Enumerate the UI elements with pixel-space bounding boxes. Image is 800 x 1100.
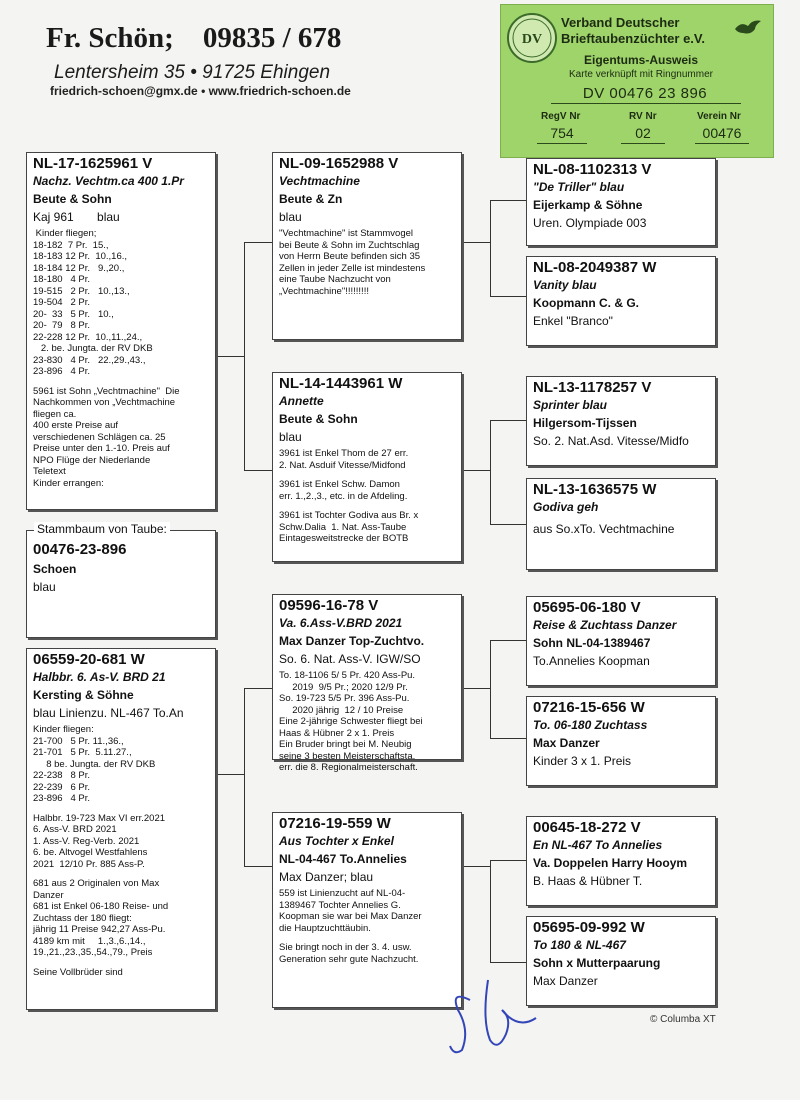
- card-label-regv: RegV Nr: [541, 111, 581, 122]
- card-value-rv: 02: [621, 125, 665, 144]
- ggp-info: B. Haas & Hübner T.: [533, 874, 643, 888]
- dam-box[interactable]: [26, 648, 216, 1010]
- sire-notes: Kinder fliegen; 18-182 7 Pr. 15., 18-183 12 Pr. 10.,16., 18-184 12 Pr. 9.,20., 18-180 4 Pr. 19-515 2 Pr. 10.,13., 19-504 2 Pr. 20- 33 5 Pr. 10., 20- 79 8 Pr. 22-228 12 Pr. 10.,11.,24., 2. be. Jungta. der RV DKB 23-830 4 Pr. 22.,29.,43., 23-896 4 Pr.: [33, 228, 153, 377]
- connector: [490, 524, 526, 525]
- gp-ss-ring: NL-09-1652988 V: [279, 155, 399, 172]
- card-ring-number: DV 00476 23 896: [582, 85, 708, 102]
- connector: [490, 640, 491, 738]
- gp-dd-notes-2: Sie bringt noch in der 3. 4. usw. Generation sehr gute Nachzucht.: [279, 942, 419, 965]
- dove-icon: [733, 17, 763, 44]
- ggp-breeder: Eijerkamp & Söhne: [533, 198, 643, 212]
- subject-box[interactable]: [26, 530, 216, 638]
- connector: [244, 688, 272, 689]
- connector: [462, 688, 490, 689]
- ggp-ring: NL-08-1102313 V: [533, 161, 652, 178]
- ggp-ring: 00645-18-272 V: [533, 819, 641, 836]
- ggp-ring: 05695-06-180 V: [533, 599, 641, 616]
- dam-notes-2: Halbbr. 19-723 Max VI err.2021 6. Ass-V. BRD 2021 1. Ass-V. Reg-Verb. 2021 6. be. Altvogel Westfahlens 2021 12/10 Pr. 885 Ass-P.: [33, 812, 166, 870]
- breeder-name-phone: Fr. Schön; 09835 / 678: [46, 22, 342, 54]
- ggp-info: Uren. Olympiade 003: [533, 216, 647, 230]
- connector: [244, 470, 272, 471]
- great-grandparent-box[interactable]: [526, 256, 716, 346]
- connector: [490, 200, 491, 296]
- ggp-info: aus So.xTo. Vechtmachine: [533, 522, 675, 536]
- sire-subtitle: Nachz. Vechtm.ca 400 1.Pr: [33, 174, 184, 188]
- card-label-rv: RV Nr: [629, 111, 657, 122]
- great-grandparent-box[interactable]: [526, 916, 716, 1006]
- ggp-ring: NL-08-2049387 W: [533, 259, 657, 276]
- dam-subtitle: Halbbr. 6. As-V. BRD 21: [33, 670, 166, 684]
- ggp-subtitle: Sprinter blau: [533, 398, 608, 412]
- subject-breeder: Schoen: [33, 562, 77, 576]
- ggp-info: Enkel "Branco": [533, 314, 613, 328]
- card-value-regv: 754: [537, 125, 587, 144]
- dam-notes-3: 681 aus 2 Originalen von Max Danzer 681 ist Enkel 06-180 Reise- und Zuchtass der 180 fliegt: jährig 11 Preise 942,27 Ass-Pu. 4189 km mit 1.,3.,6.,14., 19.,21.,23.,35.,54.,79., Preis: [33, 878, 169, 958]
- sire-notes-2: 5961 ist Sohn „Vechtmachine" Die Nachkommen von „Vechtmachine fliegen ca. 400 erste Preise auf verschiedenen Schlägen ca. 25 Preise unter den 1.-10. Preis auf NPO Flüge der Niederlande Teletext Kinder errangen:: [33, 385, 180, 489]
- subject-ring: 00476-23-896: [33, 541, 127, 558]
- connector: [244, 688, 245, 866]
- ggp-info: To.Annelies Koopman: [533, 654, 650, 668]
- gp-sd-breeder: Beute & Sohn: [279, 412, 358, 426]
- ggp-subtitle: Reise & Zuchtass Danzer: [533, 618, 677, 632]
- connector: [462, 470, 490, 471]
- ggp-breeder: Koopmann C. & G.: [533, 296, 639, 310]
- connector: [490, 860, 526, 861]
- connector: [244, 242, 245, 470]
- connector: [244, 242, 272, 243]
- connector: [490, 420, 526, 421]
- gp-ss-subtitle: Vechtmachine: [279, 174, 360, 188]
- sire-box[interactable]: [26, 152, 216, 510]
- gp-ds-notes: To. 18-1106 5/ 5 Pr. 420 Ass-Pu. 2019 9/5 Pr.; 2020 12/9 Pr. So. 19-723 5/5 Pr. 396 Ass-Pu. 2020 jährig 12 / 10 Preise Eine 2-jährige Schwester fliegt bei Haas & Hübner 2 x 1. Preis Ein Bruder bringt bei M. Neubig seine 3 besten Meisterschaftsta. err. die 8. Regionalmeisterschaft.: [279, 670, 423, 773]
- connector: [490, 200, 526, 201]
- great-grandparent-box[interactable]: [526, 596, 716, 686]
- gp-ds-ring: 09596-16-78 V: [279, 597, 379, 614]
- gp-ss-breeder: Beute & Zn: [279, 192, 343, 206]
- subject-color: blau: [33, 580, 56, 594]
- card-label-verein: Verein Nr: [697, 111, 741, 122]
- gp-ds-info: So. 6. Nat. Ass-V. IGW/SO: [279, 652, 421, 666]
- breeder-address: Lentersheim 35 • 91725 Ehingen: [54, 62, 331, 83]
- logo-text: DV: [521, 32, 543, 47]
- ggp-subtitle: Vanity blau: [533, 278, 597, 292]
- ggp-breeder: Sohn x Mutterpaarung: [533, 956, 661, 970]
- gp-ds-subtitle: Va. 6.Ass-V.BRD 2021: [279, 616, 403, 630]
- sire-ring: NL-17-1625961 V: [33, 155, 153, 172]
- connector: [490, 420, 491, 524]
- copyright: © Columba XT: [650, 1014, 716, 1025]
- dam-color: blau Linienzu. NL-467 To.An: [33, 706, 184, 720]
- ggp-ring: 07216-15-656 W: [533, 699, 645, 716]
- breeder-contact[interactable]: friedrich-schoen@gmx.de • www.friedrich-schoen.de: [50, 84, 351, 98]
- card-subtitle: Karte verknüpft mit Ringnummer: [569, 69, 713, 80]
- great-grandparent-box[interactable]: [526, 816, 716, 906]
- connector: [216, 356, 244, 357]
- great-grandparent-box[interactable]: [526, 696, 716, 786]
- granddam-paternal-box[interactable]: [272, 372, 462, 562]
- card-title: Eigentums-Ausweis: [583, 53, 699, 67]
- gp-dd-notes: 559 ist Linienzucht auf NL-04- 1389467 Tochter Annelies G. Koopman sie war bei Max Danzer die Hauptzuchttäubin.: [279, 888, 422, 934]
- connector: [244, 866, 272, 867]
- dam-notes-4: Seine Vollbrüder sind: [33, 966, 123, 978]
- ggp-breeder: Va. Doppelen Harry Hooym: [533, 856, 688, 870]
- gp-ss-color: blau: [279, 210, 302, 224]
- card-org-line1: Verband Deutscher: [561, 15, 680, 30]
- gp-sd-color: blau: [279, 430, 302, 444]
- granddam-maternal-box[interactable]: [272, 812, 462, 1008]
- dam-ring: 06559-20-681 W: [33, 651, 145, 668]
- ggp-subtitle: En NL-467 To Annelies: [533, 838, 663, 852]
- gp-ss-notes: "Vechtmachine" ist Stammvogel bei Beute & Sohn im Zuchtschlag von Herrn Beute befinden sich 35 Zellen in jeder Zelle ist mindestens eine Taube Nachzucht von „Vechtmachine"!!!!!!!!!: [279, 228, 426, 297]
- grandsire-paternal-box[interactable]: [272, 152, 462, 340]
- connector: [462, 242, 490, 243]
- connector: [216, 774, 244, 775]
- gp-ds-breeder: Max Danzer Top-Zuchtvo.: [279, 634, 425, 648]
- ggp-info: Max Danzer: [533, 974, 598, 988]
- ownership-card: [500, 4, 774, 158]
- signature: [440, 960, 550, 1060]
- card-value-verein: 00476: [695, 125, 749, 144]
- ggp-info: So. 2. Nat.Asd. Vitesse/Midfo: [533, 434, 689, 448]
- gp-sd-notes-2: 3961 ist Enkel Schw. Damon err. 1.,2.,3., etc. in de Afdeling.: [279, 479, 408, 502]
- dam-notes: Kinder fliegen: 21-700 5 Pr. 11.,36., 21-701 5 Pr. 5.11.27., 8 be. Jungta. der RV DKB 22-238 8 Pr. 22-239 6 Pr. 23-896 4 Pr.: [33, 724, 156, 804]
- gp-sd-ring: NL-14-1443961 W: [279, 375, 403, 392]
- card-org-line2: Brieftaubenzüchter e.V.: [561, 31, 706, 46]
- ggp-subtitle: "De Triller" blau: [533, 180, 625, 194]
- gp-sd-subtitle: Annette: [279, 394, 324, 408]
- connector: [490, 296, 526, 297]
- ggp-ring: NL-13-1636575 W: [533, 481, 657, 498]
- connector: [490, 860, 491, 962]
- ggp-subtitle: To 180 & NL-467: [533, 938, 626, 952]
- sire-name-color: Kaj 961 blau: [33, 210, 120, 224]
- gp-sd-notes: 3961 ist Enkel Thom de 27 err. 2. Nat. Asduif Vitesse/Midfond: [279, 448, 409, 471]
- gp-dd-info: Max Danzer; blau: [279, 870, 374, 884]
- gp-sd-notes-3: 3961 ist Tochter Godiva aus Br. x Schw.Dalia 1. Nat. Ass-Taube Eintagesweitstrecke der BOTB: [279, 510, 419, 544]
- ggp-breeder: Hilgersom-Tijssen: [533, 416, 637, 430]
- ggp-subtitle: Godiva geh: [533, 500, 599, 514]
- connector: [490, 640, 526, 641]
- connector: [490, 738, 526, 739]
- subject-title: Stammbaum von Taube:: [34, 522, 170, 536]
- gp-dd-subtitle: Aus Tochter x Enkel: [279, 834, 394, 848]
- great-grandparent-box[interactable]: [526, 478, 716, 570]
- ggp-ring: 05695-09-992 W: [533, 919, 645, 936]
- gp-dd-breeder: NL-04-467 To.Annelies: [279, 852, 407, 866]
- connector: [462, 866, 490, 867]
- dam-breeder: Kersting & Söhne: [33, 688, 134, 702]
- ggp-breeder: Max Danzer: [533, 736, 600, 750]
- great-grandparent-box[interactable]: [526, 376, 716, 466]
- gp-dd-ring: 07216-19-559 W: [279, 815, 391, 832]
- ggp-subtitle: To. 06-180 Zuchtass: [533, 718, 648, 732]
- sire-breeder: Beute & Sohn: [33, 192, 112, 206]
- ggp-info: Kinder 3 x 1. Preis: [533, 754, 632, 768]
- ggp-ring: NL-13-1178257 V: [533, 379, 652, 396]
- ggp-breeder: Sohn NL-04-1389467: [533, 636, 651, 650]
- grandsire-maternal-box[interactable]: [272, 594, 462, 773]
- great-grandparent-box[interactable]: [526, 158, 716, 246]
